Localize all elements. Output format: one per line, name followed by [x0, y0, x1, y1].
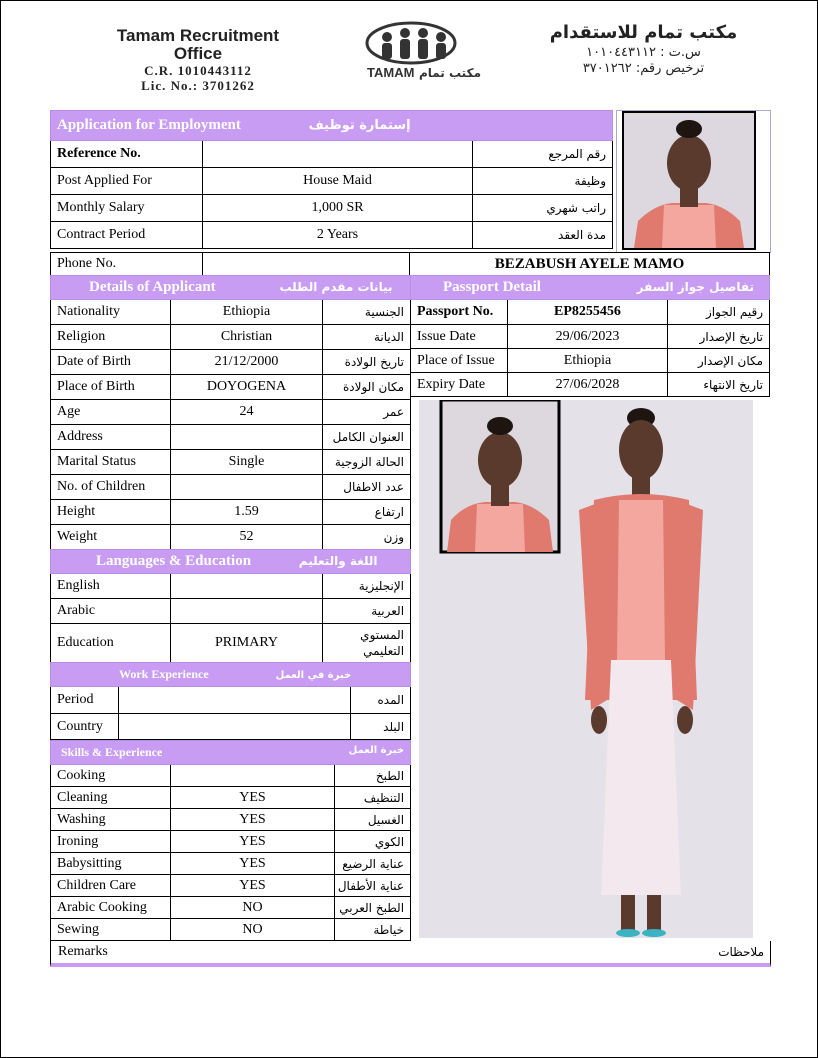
cooking-label: Cooking — [51, 765, 171, 787]
passport-title-en: Passport Detail — [443, 279, 541, 295]
dob-value: 21/12/2000 — [171, 350, 323, 375]
cleaning-value: YES — [171, 787, 335, 809]
nationality-value: Ethiopia — [171, 300, 323, 325]
work-header — [51, 663, 411, 687]
applicant-name: BEZABUSH AYELE MAMO — [410, 253, 770, 276]
work-table — [50, 662, 411, 740]
address-label: Address — [51, 425, 171, 450]
weight-label-ar: وزن — [323, 525, 411, 550]
english-label-ar: الإنجليزية — [323, 574, 411, 599]
skills-title-en: Skills & Experience — [61, 745, 163, 759]
phone-label: Phone No. — [51, 253, 203, 276]
arabic-value — [171, 599, 323, 624]
applicant-headshot — [622, 111, 756, 250]
table-row — [51, 525, 411, 550]
table-row — [51, 425, 411, 450]
place-issue-value: Ethiopia — [508, 349, 668, 373]
table-row — [51, 919, 411, 941]
table-row — [51, 500, 411, 525]
languages-header — [51, 550, 411, 574]
languages-title-en: Languages & Education — [96, 553, 252, 569]
tamam-logo-icon — [363, 19, 483, 83]
contract-value: 2 Years — [203, 222, 473, 249]
cooking-value — [171, 765, 335, 787]
passport-title-ar: تفاصيل جواز السفر — [636, 280, 754, 294]
table-row — [51, 765, 411, 787]
children-care-value: YES — [171, 875, 335, 897]
period-value — [119, 687, 351, 714]
expiry-label: Expiry Date — [411, 373, 508, 397]
arabic-label: Arabic — [51, 599, 171, 624]
weight-label: Weight — [51, 525, 171, 550]
pob-value: DOYOGENA — [171, 375, 323, 400]
passport-header — [411, 276, 770, 300]
post-value: House Maid — [203, 168, 473, 195]
skills-header — [51, 741, 411, 765]
arabic-label-ar: العربية — [323, 599, 411, 624]
babysitting-label: Babysitting — [51, 853, 171, 875]
table-row — [51, 897, 411, 919]
table-row — [51, 599, 411, 624]
place-issue-label: Place of Issue — [411, 349, 508, 373]
passport-no-value: EP8255456 — [508, 300, 668, 325]
contract-label-ar: مدة العقد — [473, 222, 613, 249]
logo-text: TAMAM — [367, 65, 415, 80]
period-label: Period — [51, 687, 119, 714]
phone-name-row — [50, 252, 770, 276]
salary-value: 1,000 SR — [203, 195, 473, 222]
table-row — [51, 475, 411, 500]
address-label-ar: العنوان الكامل — [323, 425, 411, 450]
company-header-en — [93, 27, 303, 93]
contract-label: Contract Period — [51, 222, 203, 249]
table-row — [51, 168, 613, 195]
remarks-label-ar: ملاحظات — [718, 945, 764, 959]
arabic-cooking-value: NO — [171, 897, 335, 919]
remarks-label: Remarks — [58, 944, 108, 959]
place-issue-label-ar: مكان الإصدار — [668, 349, 770, 373]
pob-label: Place of Birth — [51, 375, 171, 400]
washing-value: YES — [171, 809, 335, 831]
country-label: Country — [51, 714, 119, 740]
education-label: Education — [51, 624, 171, 663]
applicant-title-ar: بيانات مقدم الطلب — [279, 280, 393, 294]
education-label-ar: المستوي التعليمي — [323, 624, 411, 663]
application-header — [51, 111, 613, 141]
sewing-value: NO — [171, 919, 335, 941]
address-value — [171, 425, 323, 450]
education-value: PRIMARY — [171, 624, 323, 663]
height-value: 1.59 — [171, 500, 323, 525]
post-label-ar: وظيفة — [473, 168, 613, 195]
logo-text-ar: مكتب تمام — [418, 66, 481, 80]
applicant-details-table — [50, 275, 411, 550]
dob-label: Date of Birth — [51, 350, 171, 375]
nationality-label-ar: الجنسية — [323, 300, 411, 325]
company-name-ar: مكتب تمام للاستقدام — [549, 22, 738, 43]
issue-date-label-ar: تاريخ الإصدار — [668, 325, 770, 349]
ironing-value: YES — [171, 831, 335, 853]
table-row — [411, 373, 770, 397]
salary-label-ar: راتب شهري — [473, 195, 613, 222]
work-title-en: Work Experience — [119, 667, 209, 681]
skills-table — [50, 740, 411, 941]
cr-number-en: C.R. 1010443112 — [144, 63, 252, 78]
table-row — [51, 450, 411, 475]
table-row — [51, 624, 411, 663]
age-value: 24 — [171, 400, 323, 425]
age-label-ar: عمر — [323, 400, 411, 425]
table-row — [51, 831, 411, 853]
country-label-ar: البلد — [351, 714, 411, 740]
cr-number-ar: س.ت : ١٠١٠٤٤٣١١٢ — [586, 45, 701, 60]
languages-table — [50, 549, 411, 663]
ironing-label: Ironing — [51, 831, 171, 853]
table-row — [411, 300, 770, 325]
license-number-en: Lic. No.: 3701262 — [141, 78, 255, 93]
marital-label: Marital Status — [51, 450, 171, 475]
table-row — [51, 222, 613, 249]
arabic-cooking-label: Arabic Cooking — [51, 897, 171, 919]
applicant-title-en: Details of Applicant — [89, 279, 216, 295]
issue-date-label: Issue Date — [411, 325, 508, 349]
reference-label: Reference No. — [51, 141, 203, 168]
table-row — [51, 195, 613, 222]
cleaning-label: Cleaning — [51, 787, 171, 809]
dob-label-ar: تاريخ الولادة — [323, 350, 411, 375]
arabic-cooking-label-ar: الطبخ العربي — [335, 897, 411, 919]
weight-value: 52 — [171, 525, 323, 550]
nationality-label: Nationality — [51, 300, 171, 325]
languages-title-ar: اللغة والتعليم — [298, 554, 378, 568]
sewing-label-ar: خياطة — [335, 919, 411, 941]
children-care-label-ar: عناية الأطفال — [335, 875, 411, 897]
reference-value — [203, 141, 473, 168]
table-row — [51, 809, 411, 831]
country-value — [119, 714, 351, 740]
application-table — [50, 110, 613, 249]
expiry-label-ar: تاريخ الانتهاء — [668, 373, 770, 397]
passport-no-label: Passport No. — [411, 300, 508, 325]
application-title-en: Application for Employment — [57, 117, 241, 133]
issue-date-value: 29/06/2023 — [508, 325, 668, 349]
sewing-label: Sewing — [51, 919, 171, 941]
company-name-en: Tamam Recruitment Office — [116, 26, 280, 63]
table-row — [51, 853, 411, 875]
religion-label: Religion — [51, 325, 171, 350]
applicant-header — [51, 276, 411, 300]
pob-label-ar: مكان الولادة — [323, 375, 411, 400]
cooking-label-ar: الطبخ — [335, 765, 411, 787]
washing-label-ar: الغسيل — [335, 809, 411, 831]
height-label: Height — [51, 500, 171, 525]
babysitting-label-ar: عناية الرضيع — [335, 853, 411, 875]
table-row — [51, 574, 411, 599]
table-row — [51, 375, 411, 400]
reference-label-ar: رقم المرجع — [473, 141, 613, 168]
salary-label: Monthly Salary — [51, 195, 203, 222]
cleaning-label-ar: التنظيف — [335, 787, 411, 809]
marital-label-ar: الحالة الزوجية — [323, 450, 411, 475]
ironing-label-ar: الكوي — [335, 831, 411, 853]
table-row — [51, 875, 411, 897]
babysitting-value: YES — [171, 853, 335, 875]
table-row — [51, 350, 411, 375]
expiry-value: 27/06/2028 — [508, 373, 668, 397]
table-row — [51, 687, 411, 714]
table-row — [411, 325, 770, 349]
marital-value: Single — [171, 450, 323, 475]
table-row — [51, 325, 411, 350]
religion-label-ar: الديانة — [323, 325, 411, 350]
height-label-ar: ارتفاع — [323, 500, 411, 525]
applicant-full-photo — [419, 400, 753, 938]
period-label-ar: المده — [351, 687, 411, 714]
passport-table — [410, 275, 770, 397]
license-number-ar: ترخيص رقم: ٣٧٠١٢٦٢ — [582, 61, 705, 76]
table-row — [51, 714, 411, 740]
skills-title-ar: خبرة العمل — [348, 745, 405, 756]
english-value — [171, 574, 323, 599]
table-row — [411, 349, 770, 373]
remarks-row — [50, 941, 771, 967]
age-label: Age — [51, 400, 171, 425]
religion-value: Christian — [171, 325, 323, 350]
children-label-ar: عدد الاطفال — [323, 475, 411, 500]
english-label: English — [51, 574, 171, 599]
company-header-ar — [536, 21, 751, 77]
application-title-ar: إستمارة توظيف — [308, 118, 411, 133]
post-label: Post Applied For — [51, 168, 203, 195]
children-value — [171, 475, 323, 500]
passport-no-label-ar: رقيم الجواز — [668, 300, 770, 325]
table-row — [51, 787, 411, 809]
table-row — [51, 300, 411, 325]
table-row — [51, 400, 411, 425]
photo-frame — [616, 110, 771, 253]
work-title-ar: خبرة في العمل — [275, 670, 352, 681]
washing-label: Washing — [51, 809, 171, 831]
table-row — [51, 141, 613, 168]
phone-value — [203, 253, 410, 276]
children-care-label: Children Care — [51, 875, 171, 897]
children-label: No. of Children — [51, 475, 171, 500]
